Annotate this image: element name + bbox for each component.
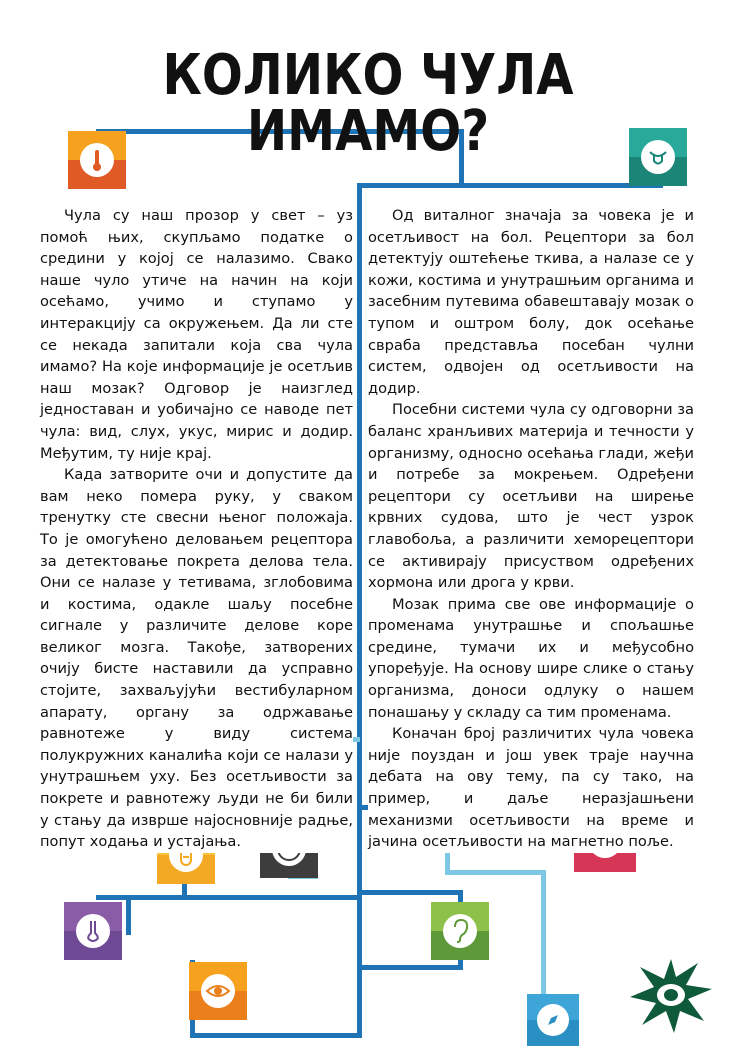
paragraph: Од виталног значаја за човека је и осетљивост на бол. Рецептори за бол детектују оштећење ткива, а налазе се у кожи, костима и унутрашњим органима и засебним путевима обавештавају мозак о тупом и оштром болу, док осећање свраба представља посебан чулни систем, одвојен од осетљивости на додир. xyxy=(368,207,694,397)
paragraph: Чула су наш прозор у свет – уз помоћ њих, скупљамо податке о средини у којој се налазимо. Свако наше чуло утиче на начин на који осећамо, учимо и ступамо у интеракцију са окружењем. Да ли сте се некада запитали која сва чула имамо? На које информације је осетљив наш мозак? Одговор је наизглед једноставан и уобичајно се наводе пет чула: вид, слух, укус, мирис и додир. Међутим, ту није крај. xyxy=(40,207,353,462)
page-title: КОЛИКО ЧУЛА ИМАМО? xyxy=(162,43,574,164)
connector-line xyxy=(126,895,131,935)
eye-icon xyxy=(189,962,247,1020)
right-text-column xyxy=(368,205,694,853)
connector-line xyxy=(357,183,663,188)
connector-line xyxy=(190,1033,360,1038)
nose-icon xyxy=(64,902,122,960)
connector-line-light xyxy=(541,870,546,995)
compass-icon xyxy=(527,994,579,1046)
paragraph: Мозак прима све ове информације о променама унутрашње и спољашње средине, тумачи их и међусобно упоређује. На основу шире слике о стању организма, доноси одлуку о нашем понашању у складу са тим променама. xyxy=(368,595,694,721)
connector-line xyxy=(96,895,360,900)
ear-icon xyxy=(431,902,489,960)
thermometer-icon xyxy=(68,131,126,189)
paragraph: Коначан број различитих чула човека није поуздан и још увек траје научна дебата на ову тему, па су тако, на пример, и даље неразјашњени механизми осетљивости на време и јачина осетљивости на магнетно поље. xyxy=(368,725,694,851)
left-text-column xyxy=(40,205,353,853)
connector-line-light xyxy=(445,870,545,875)
paragraph: Када затворите очи и допустите да вам неко помера руку, у сваком тренутку сте свесни њеног положаја. То је омогућено деловањем рецептора за детектовање покрета делова тела. Они се налазе у тетивама, зглобовима и костима, одакле шаљу посебне сигнале у различите делове коре великог мозга. Такође, затворених очију бисте наставили да усправно стојите, захваљујући вестибуларном апарату, органу за одржавање равнотеже у виду система полукружних каналића који се налази у унутрашњем уху. Без осетљивости за покрете и равнотежу људи не би били у стању да изврше најосновније радње, попут ходања и устајања. xyxy=(40,466,353,851)
tongue-icon xyxy=(629,128,687,186)
paragraph: Посебни системи чула су одговорни за баланс хранљивих материја и течности у организму, односно осећања глади, жеђи и потребе за мокрењем. Одређени рецептори су осетљиви на ширење крвних судова, што је чест узрок главобоља, а различити хеморецептори се активирају присуством одређених хормона или дрога у крви. xyxy=(368,401,694,592)
connector-line xyxy=(357,183,362,1038)
connector-line xyxy=(357,890,462,895)
connector-line xyxy=(357,965,462,970)
green-splat-logo xyxy=(628,955,714,1035)
